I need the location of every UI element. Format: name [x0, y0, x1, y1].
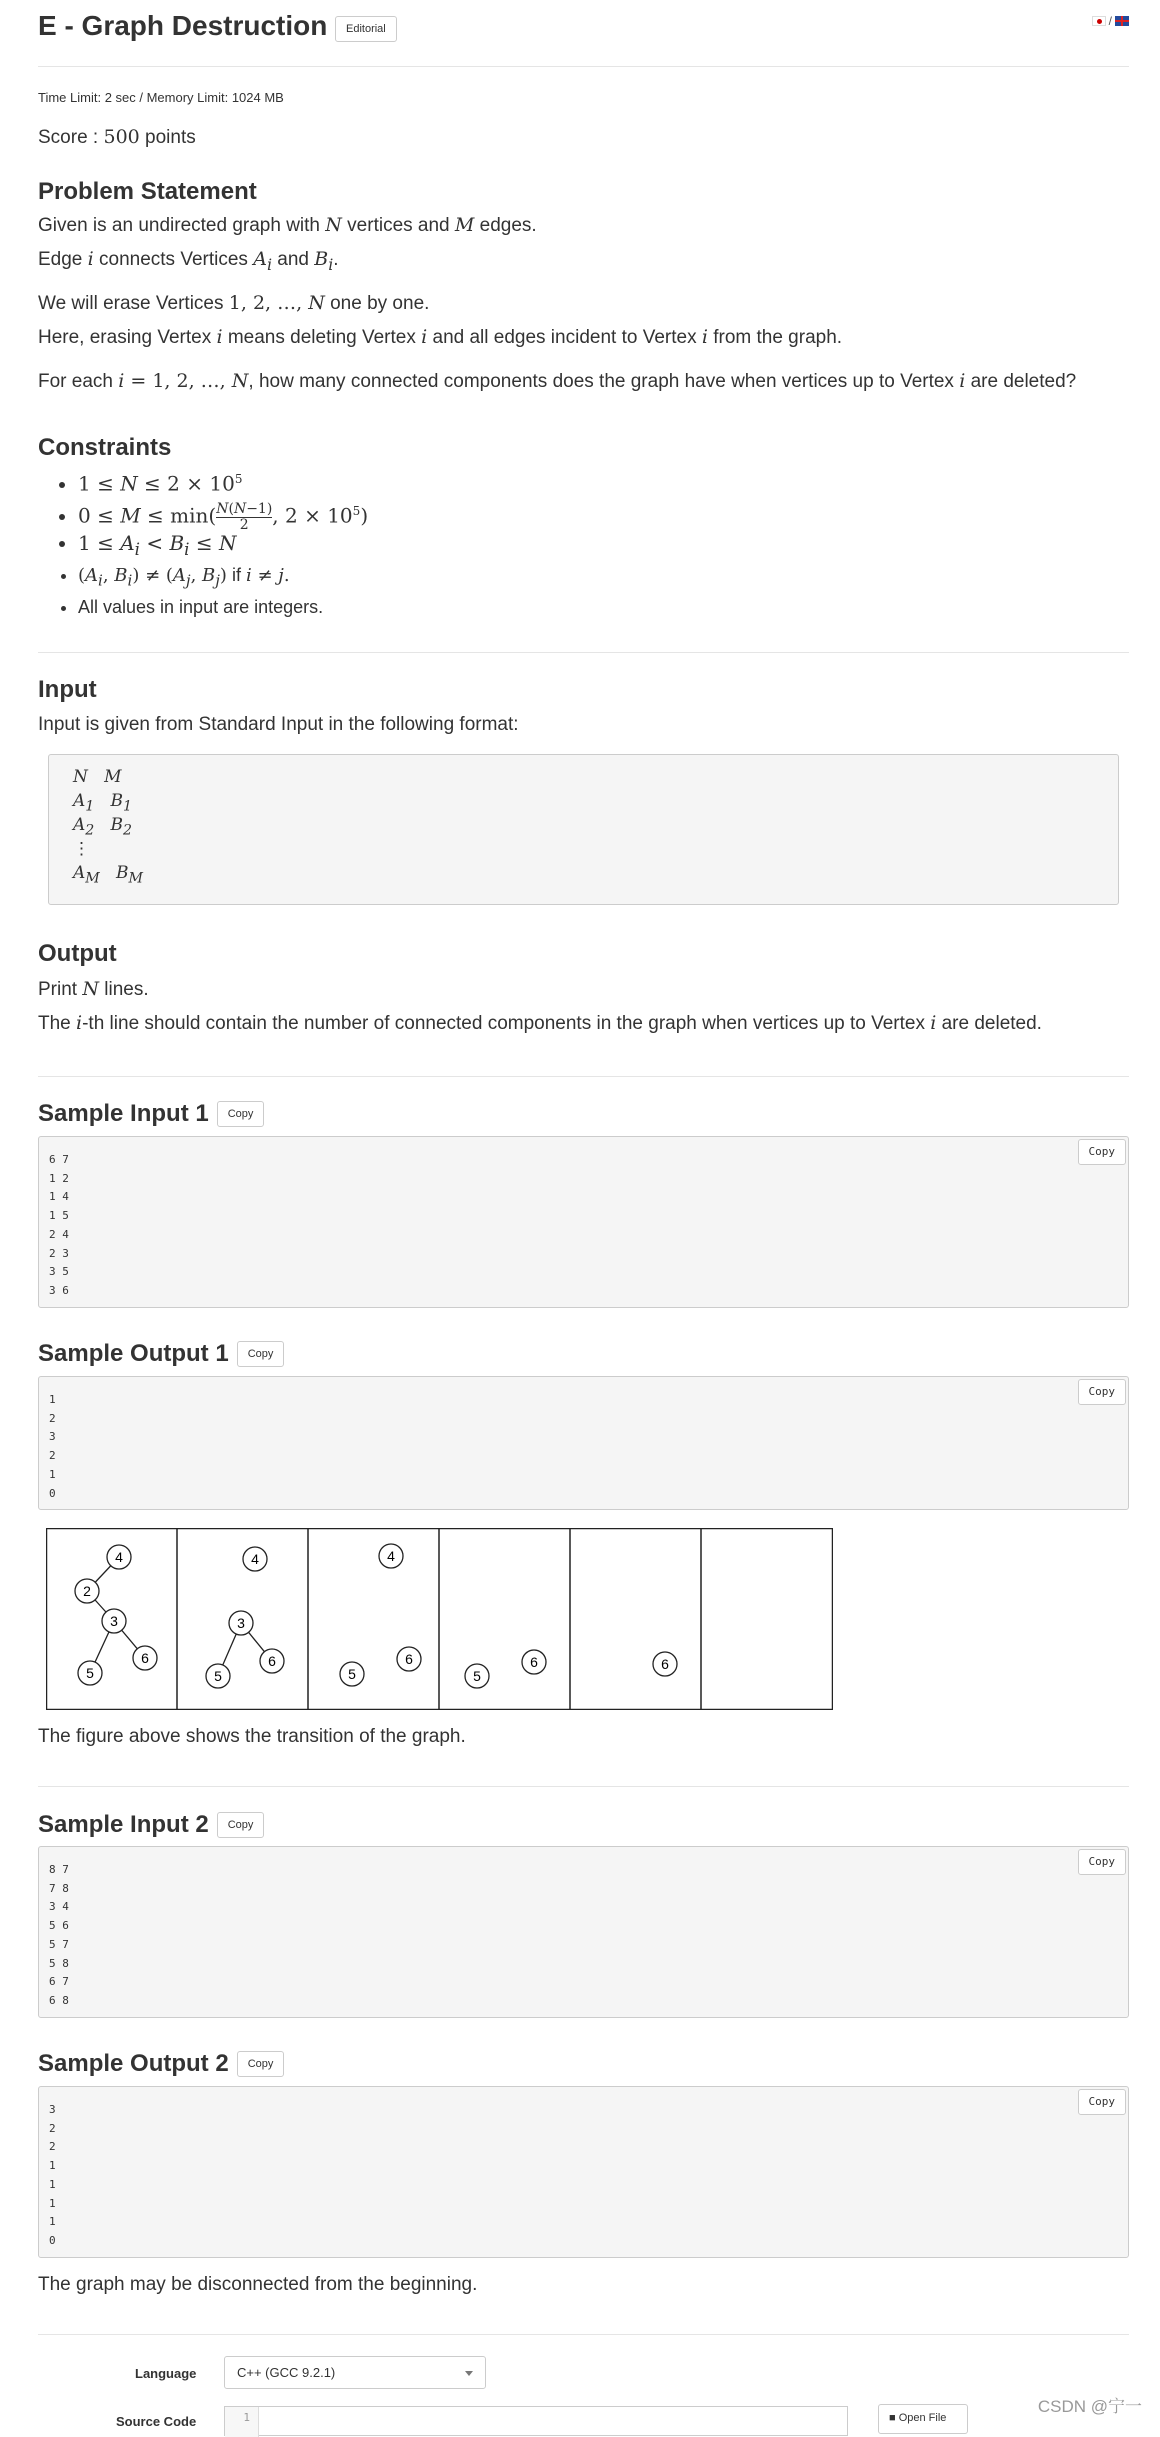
- copy-button[interactable]: Copy: [217, 1101, 265, 1127]
- format-line: $A_M$ $B_M$: [73, 863, 143, 887]
- sample-line: 1: [49, 2159, 56, 2173]
- sample-line: 2: [49, 2121, 56, 2135]
- text: are deleted.: [936, 1013, 1042, 1034]
- graph-node: [653, 1652, 677, 1676]
- graph-node: [522, 1650, 546, 1674]
- source-code-editor[interactable]: [224, 2406, 848, 2436]
- sample-line: 2: [49, 2140, 56, 2154]
- sample-output-1-heading: [38, 1340, 284, 1368]
- constraint-item: • $1 \le A_i < B_i \le N$: [78, 527, 368, 559]
- node-label: 4: [251, 1551, 259, 1567]
- sample-output-2-lines: [49, 2101, 1118, 2251]
- sample-line: 8 7: [49, 1863, 69, 1876]
- node-label: 6: [268, 1653, 276, 1669]
- sample-input-2-lines: [49, 1861, 1118, 2011]
- math: i: [216, 326, 223, 348]
- divider: [38, 652, 1129, 653]
- node-label: 6: [405, 1651, 413, 1667]
- sample-line: 1: [49, 2177, 56, 2191]
- sample-line: 2: [49, 1411, 56, 1425]
- sample-line: 1: [49, 2215, 56, 2229]
- sample-line: 0: [49, 1486, 56, 1500]
- text: vertices and: [341, 215, 455, 236]
- text: one by one.: [324, 293, 430, 314]
- output-line-2: [38, 1012, 1042, 1035]
- graph-node: [102, 1609, 126, 1633]
- math: i: [701, 326, 708, 348]
- sample-input-2-box[interactable]: [38, 1846, 1129, 2018]
- statement-line-4: [38, 326, 842, 349]
- statement-line-3: [38, 292, 429, 315]
- text: Given is an undirected graph with: [38, 215, 326, 236]
- graph-node: [75, 1579, 99, 1603]
- sample-line: 7 8: [49, 1881, 69, 1895]
- heading-text: Sample Output 2: [38, 2050, 229, 2077]
- language-value: C++ (GCC 9.2.1): [237, 2365, 336, 2380]
- japanese-flag-icon[interactable]: [1092, 16, 1106, 26]
- constraint-item: [78, 559, 368, 591]
- sample-output-1-lines: [49, 1391, 1118, 1503]
- math: i: [87, 248, 94, 270]
- constraint-item: • 0 ≤ M ≤ min( $\frac{N(N-1)}{2}$ , $2 \times 10^5$): [78, 495, 368, 527]
- sample-line: 0: [49, 2233, 56, 2247]
- text: from the graph.: [707, 327, 843, 348]
- folder-icon: ■: [889, 2412, 896, 2424]
- math: i = 1, 2, …, N: [118, 370, 249, 392]
- node-label: 4: [387, 1548, 395, 1564]
- input-heading: Input: [38, 676, 97, 703]
- math: $A_i$: [253, 248, 272, 274]
- statement-line-2: [38, 248, 339, 274]
- copy-button[interactable]: Copy: [217, 1812, 265, 1838]
- node-label: 5: [86, 1665, 94, 1681]
- math: i ≠ j.: [245, 565, 290, 586]
- copy-button[interactable]: Copy: [237, 1341, 285, 1367]
- heading-text: Sample Output 1: [38, 1340, 229, 1367]
- sample-line: 1 5: [49, 1209, 69, 1223]
- node-label: 5: [473, 1668, 481, 1684]
- sample-line: 5 8: [49, 1956, 69, 1970]
- heading-text: Sample Input 2: [38, 1811, 209, 1838]
- sample-line: 1: [49, 1467, 56, 1481]
- text: lines.: [98, 979, 149, 1000]
- open-file-label: Open File: [898, 2412, 947, 2424]
- node-label: 6: [141, 1650, 149, 1666]
- graph-node: [107, 1545, 131, 1569]
- sample-line: 1 2: [49, 1171, 69, 1185]
- sample-line: 3 6: [49, 1283, 69, 1297]
- score-suffix: points: [139, 127, 196, 148]
- sample-line: 5 7: [49, 1937, 69, 1951]
- math: M: [454, 214, 475, 236]
- graph-node: [465, 1664, 489, 1688]
- text: and: [272, 249, 315, 270]
- sample-output-2-box[interactable]: [38, 2086, 1129, 2258]
- math: i: [959, 370, 966, 392]
- math: $B_i$: [314, 248, 334, 274]
- graph-node: [133, 1646, 157, 1670]
- text: edges.: [474, 215, 537, 236]
- sample-input-2-heading: [38, 1811, 264, 1839]
- graph-transition-figure: [46, 1528, 833, 1710]
- graph-node: [229, 1611, 253, 1635]
- language-select[interactable]: [224, 2356, 486, 2389]
- math: i: [930, 1012, 937, 1034]
- open-file-button[interactable]: [878, 2404, 968, 2434]
- editorial-button[interactable]: Editorial: [335, 16, 397, 42]
- sample-line: 3 5: [49, 1265, 69, 1279]
- node-label: 6: [530, 1654, 538, 1670]
- graph-node: [206, 1664, 230, 1688]
- english-flag-icon[interactable]: [1115, 16, 1129, 26]
- node-label: 5: [348, 1666, 356, 1682]
- output-line-1: [38, 978, 149, 1001]
- text: .: [333, 249, 339, 270]
- time-memory-limit: Time Limit: 2 sec / Memory Limit: 1024 MB: [38, 90, 284, 105]
- text: means deleting Vertex: [222, 327, 422, 348]
- graph-node: [397, 1647, 421, 1671]
- sample-2-note: The graph may be disconnected from the beginning.: [38, 2274, 478, 2295]
- sample-output-1-box[interactable]: [38, 1376, 1129, 1510]
- copy-button[interactable]: Copy: [1078, 2089, 1127, 2115]
- score-value: 500: [103, 126, 140, 148]
- sample-output-2-heading: [38, 2050, 284, 2078]
- graph-node: [379, 1544, 403, 1568]
- math: i: [421, 326, 428, 348]
- statement-line-5: [38, 370, 1076, 393]
- text: For each: [38, 371, 119, 392]
- input-description: Input is given from Standard Input in the following format:: [38, 714, 519, 735]
- language-switch: [1092, 14, 1129, 28]
- problem-statement-heading: Problem Statement: [38, 178, 257, 205]
- sample-input-1-lines: [49, 1151, 1118, 1301]
- math: i: [76, 1012, 83, 1034]
- sample-line: 1 4: [49, 1190, 69, 1204]
- copy-button[interactable]: Copy: [237, 2051, 285, 2077]
- constraint-item: • $1 \le N \le 2 \times 10^5$: [78, 463, 368, 495]
- copy-button[interactable]: Copy: [1078, 1379, 1127, 1405]
- divider: [38, 66, 1129, 67]
- format-line: ⋮: [73, 839, 90, 859]
- sample-line: 2 3: [49, 1246, 69, 1260]
- node-label: 2: [83, 1583, 91, 1599]
- lang-separator: /: [1108, 14, 1112, 28]
- text: The: [38, 1013, 77, 1034]
- copy-button[interactable]: Copy: [1078, 1139, 1127, 1165]
- sample-input-1-box[interactable]: [38, 1136, 1129, 1308]
- statement-line-1: [38, 214, 537, 237]
- format-line: $A_2$ $B_2$: [73, 815, 133, 839]
- sample-line: 3: [49, 1430, 56, 1444]
- figure-caption: The figure above shows the transition of the graph.: [38, 1726, 466, 1747]
- text: Edge: [38, 249, 88, 270]
- sample-line: 6 7: [49, 1975, 69, 1989]
- constraint-item: • All values in input are integers.: [78, 591, 368, 623]
- format-line: $A_1$ $B_1$: [73, 791, 133, 815]
- text: Here, erasing Vertex: [38, 327, 217, 348]
- node-label: 3: [110, 1613, 118, 1629]
- math: N: [82, 978, 99, 1000]
- line-number: 1: [225, 2407, 259, 2437]
- text: are deleted?: [965, 371, 1077, 392]
- score-prefix: Score :: [38, 127, 104, 148]
- output-heading: Output: [38, 940, 117, 967]
- score: [38, 126, 196, 149]
- math: 1, 2, …, N: [228, 292, 325, 314]
- node-label: 4: [115, 1549, 123, 1565]
- language-label: Language: [135, 2366, 197, 2381]
- source-code-label: Source Code: [116, 2414, 197, 2429]
- sample-line: 1: [49, 1393, 56, 1406]
- format-line: N M: [73, 767, 122, 787]
- sample-line: 5 6: [49, 1919, 69, 1933]
- math: ($A_i$, $B_i) \ne (A_j$, $B_j$): [78, 565, 227, 590]
- sample-line: 6 8: [49, 1993, 69, 2007]
- page-title: E - Graph Destruction: [38, 10, 328, 41]
- graph-node: [243, 1547, 267, 1571]
- constraints-heading: Constraints: [38, 434, 172, 461]
- node-label: 5: [214, 1668, 222, 1684]
- text: if: [226, 565, 246, 585]
- text: , how many connected components does the graph have when vertices up to Vertex: [248, 371, 960, 392]
- text: Print: [38, 979, 83, 1000]
- divider: [38, 1076, 1129, 1077]
- input-format-box: [48, 754, 1119, 905]
- heading-text: Sample Input 1: [38, 1100, 209, 1127]
- sample-line: 6 7: [49, 1153, 69, 1166]
- copy-button[interactable]: Copy: [1078, 1849, 1127, 1875]
- constraints-list: [38, 463, 368, 623]
- divider: [38, 1786, 1129, 1787]
- text: We will erase Vertices: [38, 293, 229, 314]
- math: N: [325, 214, 342, 236]
- sample-line: 2 4: [49, 1227, 69, 1241]
- graph-node: [340, 1662, 364, 1686]
- node-label: 6: [661, 1656, 669, 1672]
- divider: [38, 2334, 1129, 2335]
- sample-input-1-heading: [38, 1100, 264, 1128]
- sample-line: 3: [49, 2103, 56, 2116]
- text: -th line should contain the number of connected components in the graph when vertices up to Vertex: [82, 1013, 931, 1034]
- sample-line: 3 4: [49, 1900, 69, 1914]
- text: and all edges incident to Vertex: [427, 327, 702, 348]
- chevron-down-icon: [465, 2371, 473, 2376]
- graph-node: [78, 1661, 102, 1685]
- graph-node: [260, 1649, 284, 1673]
- node-label: 3: [237, 1615, 245, 1631]
- sample-line: 2: [49, 1449, 56, 1463]
- sample-line: 1: [49, 2196, 56, 2210]
- watermark: CSDN @宁一: [1037, 2397, 1142, 2416]
- text: connects Vertices: [93, 249, 254, 270]
